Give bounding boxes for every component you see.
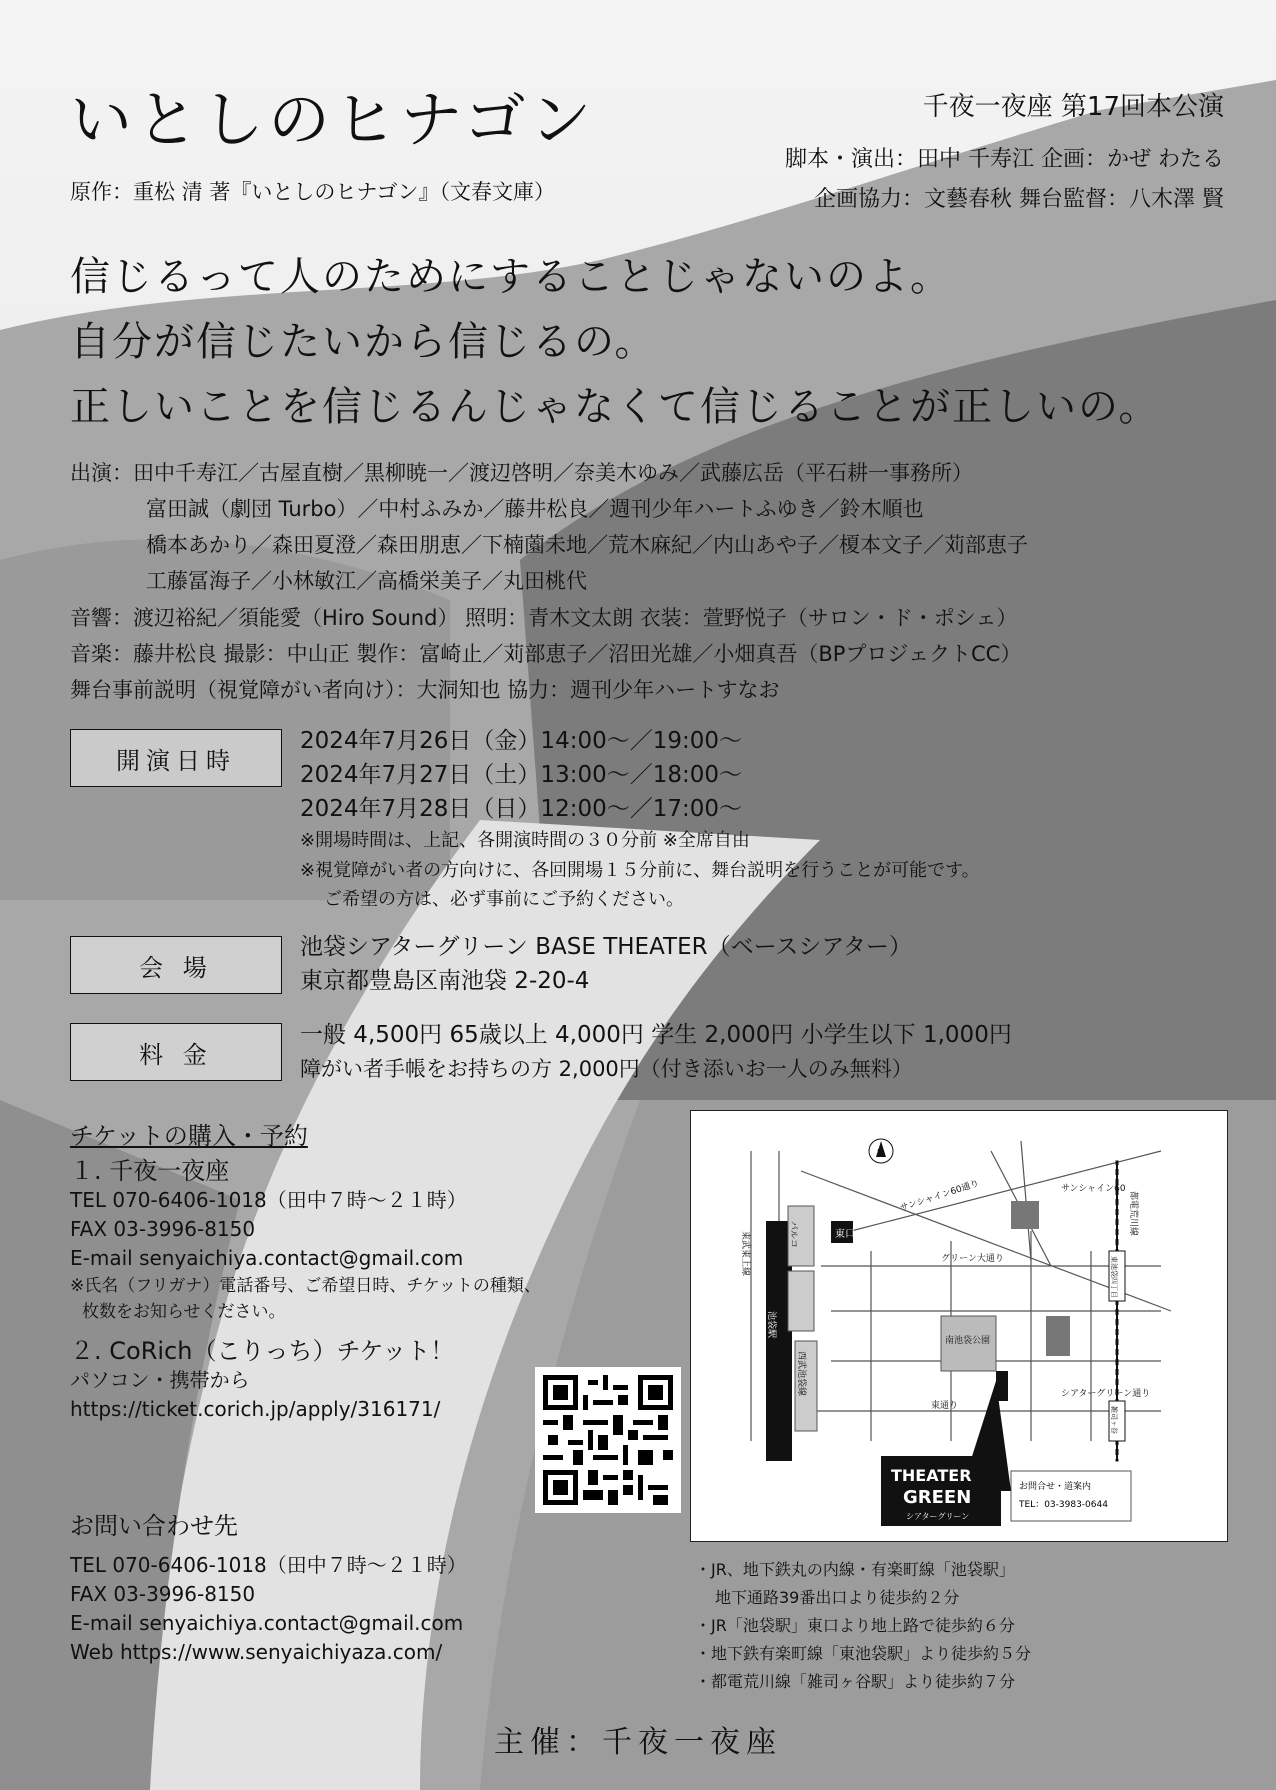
access-line: ・JR、地下鉄丸の内線・有楽町線「池袋駅」 (695, 1560, 1015, 1579)
map-info-1: お問合せ・道案内 (1019, 1482, 1092, 1492)
price-line: 一般 4,500円 65歳以上 4,000円 学生 2,000円 小学生以下 1,000円 (300, 1022, 1012, 1048)
access-line: 地下通路39番出口より徒歩約２分 (715, 1588, 960, 1607)
map-label: 都電荒川線 (1128, 1191, 1138, 1237)
date-line: 2024年7月27日（土）13:00～／18:00～ (300, 762, 742, 788)
map-label: グリーン大通り (941, 1254, 1004, 1264)
date-note: ご希望の方は、必ず事前にご予約ください。 (324, 889, 684, 910)
date-note: ※開場時間は、上記、各開演時間の３０分前 ※全席自由 (300, 830, 750, 851)
map-label: 南池袋公園 (945, 1336, 991, 1346)
price-info (300, 1018, 1012, 1086)
price-line: 障がい者手帳をお持ちの方 2,000円（付き添いお一人のみ無料） (300, 1057, 913, 1081)
ticket-tel[interactable]: TEL 070-6406-1018（田中７時～２１時） (70, 1188, 467, 1212)
staff-list (70, 600, 1021, 708)
organizer: 主催：千夜一夜座 (494, 1725, 782, 1760)
access-line: ・都電荒川線「雑司ヶ谷駅」より徒歩約７分 (695, 1672, 1016, 1691)
ticket-source-1: １. 千夜一夜座 (70, 1157, 230, 1185)
ticket-note: 枚数をお知らせください。 (82, 1302, 286, 1322)
credits-line-2: 企画協力：文藝春秋 舞台監督：八木澤 賢 (814, 187, 1224, 212)
cast-line: 工藤冨海子／小林敏江／高橋栄美子／丸田桃代 (146, 569, 587, 593)
date-line: 2024年7月26日（金）14:00～／19:00～ (300, 728, 742, 754)
map-label: サンシャイン60 (1061, 1184, 1126, 1194)
venue-label: 会 場 (70, 936, 282, 994)
dates-label: 開演日時 (70, 729, 282, 787)
north-arrow: N (877, 1148, 883, 1157)
venue-address: 東京都豊島区南池袋 2-20-4 (300, 968, 590, 994)
ticket-section (70, 1122, 541, 1424)
credits-line-1: 脚本・演出：田中 千寿江 企画：かぜ わたる (785, 147, 1224, 172)
staff-line: 舞台事前説明（視覚障がい者向け）：大洞知也 協力：週刊少年ハートすなお (70, 678, 780, 702)
lead-line-2: 自分が信じたいから信じるの。 (70, 319, 657, 365)
ticket-fax: FAX 03-3996-8150 (70, 1217, 256, 1241)
ticket-url[interactable]: https://ticket.corich.jp/apply/316171/ (70, 1397, 441, 1421)
cast-list (70, 455, 1028, 599)
venue-name: 池袋シアターグリーン BASE THEATER（ベースシアター） (300, 934, 912, 960)
map-label: サンシャイン60通り (898, 1178, 981, 1214)
cast-line: 出演：田中千寿江／古屋直樹／黒柳暁一／渡辺啓明／奈美木ゆみ／武藤広岳（平石耕一事務所） (70, 461, 973, 485)
theater-logo-1: THEATER (891, 1466, 972, 1485)
contact-section (70, 1512, 467, 1667)
ticket-source-2: ２. CoRich（こりっち）チケット！ (70, 1337, 455, 1365)
map-info-2: TEL：03-3983-0644 (1019, 1500, 1108, 1510)
map-label: 雑司ヶ谷 (1110, 1406, 1118, 1434)
map-label: シアターグリーン通り (1061, 1389, 1151, 1399)
access-map (690, 1110, 1228, 1542)
company-performance: 千夜一夜座 第17回本公演 (922, 92, 1224, 122)
staff-line: 音響：渡辺裕紀／須能愛（Hiro Sound） 照明：青木文太朗 衣装：萱野悦子（サロン・ド・ポシェ） (70, 606, 1018, 630)
access-directions (695, 1556, 1031, 1696)
staff-line: 音楽：藤井松良 撮影：中山正 製作：富崎止／苅部恵子／沼田光雄／小畑真吾（BPプロジェクトCC） (70, 642, 1022, 666)
price-label: 料 金 (70, 1023, 282, 1081)
map-label: パルコ (788, 1221, 798, 1249)
access-line: ・地下鉄有楽町線「東池袋駅」より徒歩約５分 (695, 1644, 1032, 1663)
dates-info (300, 724, 980, 914)
show-title: いとしのヒナゴン (70, 83, 596, 156)
cast-line: 富田誠（劇団 Turbo）／中村ふみか／藤井松良／週刊少年ハートふゆき／鈴木順也 (146, 497, 924, 521)
ticket-heading: チケットの購入・予約 (70, 1122, 308, 1150)
contact-email[interactable]: E-mail senyaichiya.contact@gmail.com (70, 1611, 464, 1635)
map-label: 東武東上線 (740, 1231, 750, 1277)
theater-logo-2: GREEN (903, 1487, 972, 1508)
date-line: 2024年7月28日（日）12:00～／17:00～ (300, 796, 742, 822)
contact-heading: お問い合わせ先 (70, 1512, 238, 1540)
qr-code-image (543, 1375, 673, 1505)
ticket-email[interactable]: E-mail senyaichiya.contact@gmail.com (70, 1246, 464, 1270)
qr-code[interactable] (535, 1367, 681, 1513)
map-label: 東口 (835, 1229, 855, 1240)
lead-line-1: 信じるって人のためにすることじゃないのよ。 (70, 254, 952, 300)
map-label: 池袋駅 (766, 1311, 776, 1339)
map-label: 東池袋四丁目 (1110, 1256, 1118, 1298)
contact-tel[interactable]: TEL 070-6406-1018（田中７時～２１時） (70, 1553, 467, 1577)
date-note: ※視覚障がい者の方向けに、各回開場１５分前に、舞台説明を行うことが可能です。 (300, 860, 980, 881)
map-label: 西武池袋線 (796, 1351, 806, 1397)
map-label: 東通り (931, 1401, 959, 1411)
theater-logo-sub: シアターグリーン (906, 1512, 970, 1521)
cast-line: 橋本あかり／森田夏澄／森田朋恵／下楠薗未地／荒木麻紀／内山あや子／榎本文子／苅部恵子 (146, 533, 1028, 557)
access-line: ・JR「池袋駅」東口より地上路で徒歩約６分 (695, 1616, 1015, 1635)
contact-web[interactable]: Web https://www.senyaichiyaza.com/ (70, 1640, 443, 1664)
original-work: 原作：重松 清 著『いとしのヒナゴン』（文春文庫） (70, 180, 556, 204)
contact-fax: FAX 03-3996-8150 (70, 1582, 256, 1606)
venue-info (300, 930, 912, 998)
ticket-note: ※氏名（フリガナ）電話番号、ご希望日時、チケットの種類、 (70, 1276, 541, 1296)
ticket-pc: パソコン・携帯から (70, 1368, 250, 1392)
lead-line-3: 正しいことを信じるんじゃなくて信じることが正しいの。 (70, 384, 1161, 430)
